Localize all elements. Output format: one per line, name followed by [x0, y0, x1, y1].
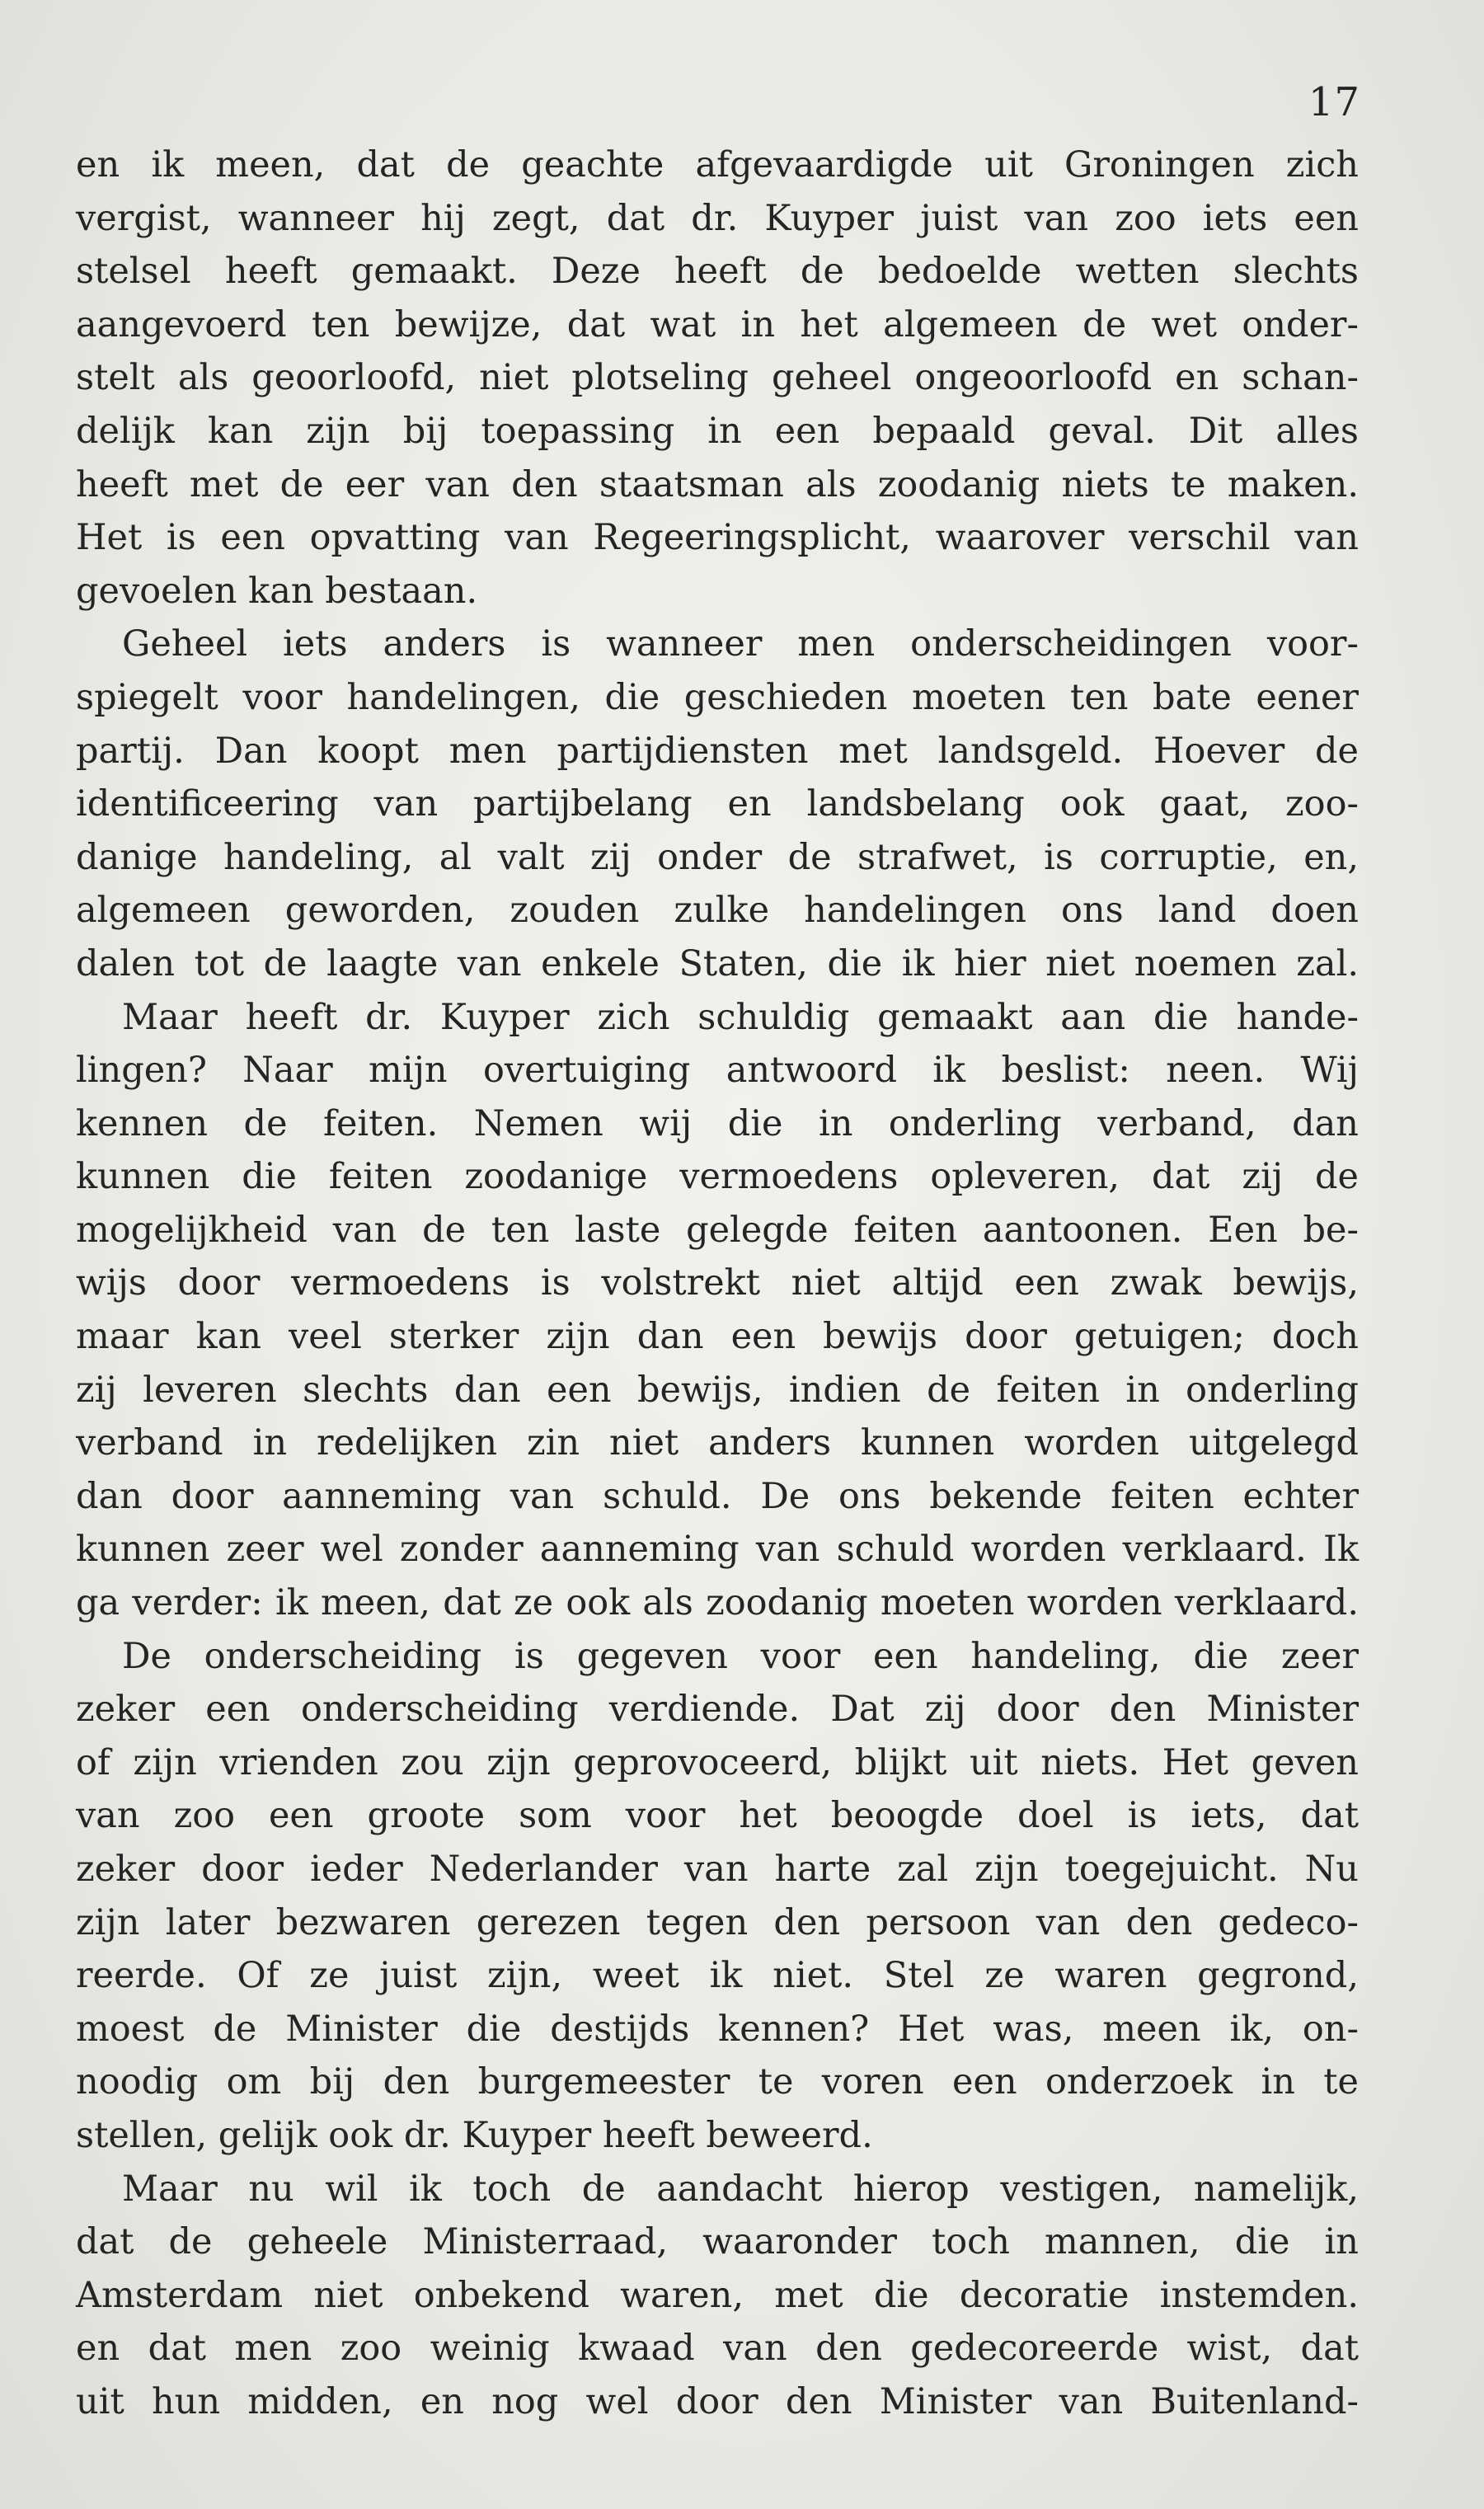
text-line: heeft met de eer van den staatsman als zoodanig niets te maken. — [76, 463, 1359, 505]
text-line: Geheel iets anders is wanneer men onderscheidingen voor- — [122, 623, 1359, 665]
text-line: lingen? Naar mijn overtuiging antwoord ik beslist: neen. Wij — [76, 1050, 1359, 1092]
text-line: zeker door ieder Nederlander van harte zal zijn toegejuicht. Nu — [76, 1849, 1359, 1890]
text-line: zeker een onderscheiding verdiende. Dat zij door den Minister — [76, 1689, 1359, 1731]
text-line: en dat men zoo weinig kwaad van den gedecoreerde wist, dat — [76, 2328, 1359, 2370]
text-line: vergist, wanneer hij zegt, dat dr. Kuyper juist van zoo iets een — [76, 197, 1359, 239]
text-line: maar kan veel sterker zijn dan een bewijs door getuigen; doch — [76, 1316, 1359, 1358]
text-line: verband in redelijken zin niet anders kunnen worden uitgelegd — [76, 1422, 1359, 1464]
page-number: 17 — [1308, 79, 1360, 125]
text-line: van zoo een groote som voor het beoogde doel is iets, dat — [76, 1795, 1359, 1837]
text-line: ga verder: ik meen, dat ze ook als zoodanig moeten worden verklaard. — [76, 1582, 1359, 1624]
text-line: partij. Dan koopt men partijdiensten met landsgeld. Hoever de — [76, 730, 1359, 772]
text-line: spiegelt voor handelingen, die geschieden moeten ten bate eener — [76, 676, 1359, 718]
text-line: moest de Minister die destijds kennen? Het was, meen ik, on- — [76, 2008, 1359, 2050]
text-line: delijk kan zijn bij toepassing in een bepaald geval. Dit alles — [76, 410, 1359, 452]
text-line: of zijn vrienden zou zijn geprovoceerd, blijkt uit niets. Het geven — [76, 1741, 1359, 1783]
text-line: kunnen zeer wel zonder aanneming van schuld worden verklaard. Ik — [76, 1529, 1359, 1571]
text-line: Maar heeft dr. Kuyper zich schuldig gemaakt aan die hande- — [122, 996, 1359, 1038]
text-line: dan door aanneming van schuld. De ons bekende feiten echter — [76, 1475, 1359, 1517]
text-line: zijn later bezwaren gerezen tegen den persoon van den gedeco- — [76, 1901, 1359, 1943]
text-line: stelt als geoorloofd, niet plotseling geheel ongeoorloofd en schan- — [76, 357, 1359, 399]
text-line: De onderscheiding is gegeven voor een handeling, die zeer — [122, 1635, 1359, 1677]
text-line: Het is een opvatting van Regeeringsplicht, waarover verschil van — [76, 517, 1359, 559]
text-line: en ik meen, dat de geachte afgevaardigde uit Groningen zich — [76, 144, 1359, 186]
text-line: aangevoerd ten bewijze, dat wat in het algemeen de wet onder- — [76, 303, 1359, 345]
text-line: dalen tot de laagte van enkele Staten, die ik hier niet noemen zal. — [76, 942, 1359, 984]
text-line: gevoelen kan bestaan. — [76, 570, 478, 612]
text-line: zij leveren slechts dan een bewijs, indien de feiten in onderling — [76, 1369, 1359, 1411]
text-line: stellen, gelijk ook dr. Kuyper heeft beweerd. — [76, 2114, 873, 2156]
text-line: dat de geheele Ministerraad, waaronder toch mannen, die in — [76, 2221, 1359, 2263]
text-line: Amsterdam niet onbekend waren, met die decoratie instemden. — [76, 2274, 1359, 2316]
text-line: danige handeling, al valt zij onder de strafwet, is corruptie, en, — [76, 836, 1359, 878]
body-text — [76, 139, 1359, 2429]
text-line: mogelijkheid van de ten laste gelegde feiten aantoonen. Een be- — [76, 1209, 1359, 1251]
text-line: Maar nu wil ik toch de aandacht hierop vestigen, namelijk, — [122, 2168, 1359, 2210]
text-line: wijs door vermoedens is volstrekt niet altijd een zwak bewijs, — [76, 1262, 1359, 1304]
text-line: stelsel heeft gemaakt. Deze heeft de bedoelde wetten slechts — [76, 251, 1359, 293]
text-line: kunnen die feiten zoodanige vermoedens opleveren, dat zij de — [76, 1156, 1359, 1198]
text-line: reerde. Of ze juist zijn, weet ik niet. Stel ze waren gegrond, — [76, 1955, 1359, 1997]
text-line: algemeen geworden, zouden zulke handelingen ons land doen — [76, 890, 1359, 932]
text-line: identificeering van partijbelang en landsbelang ook gaat, zoo- — [76, 783, 1359, 825]
text-line: kennen de feiten. Nemen wij die in onderling verband, dan — [76, 1102, 1359, 1144]
text-line: uit hun midden, en nog wel door den Minister van Buitenland- — [76, 2380, 1359, 2422]
text-line: noodig om bij den burgemeester te voren een onderzoek in te — [76, 2061, 1359, 2103]
